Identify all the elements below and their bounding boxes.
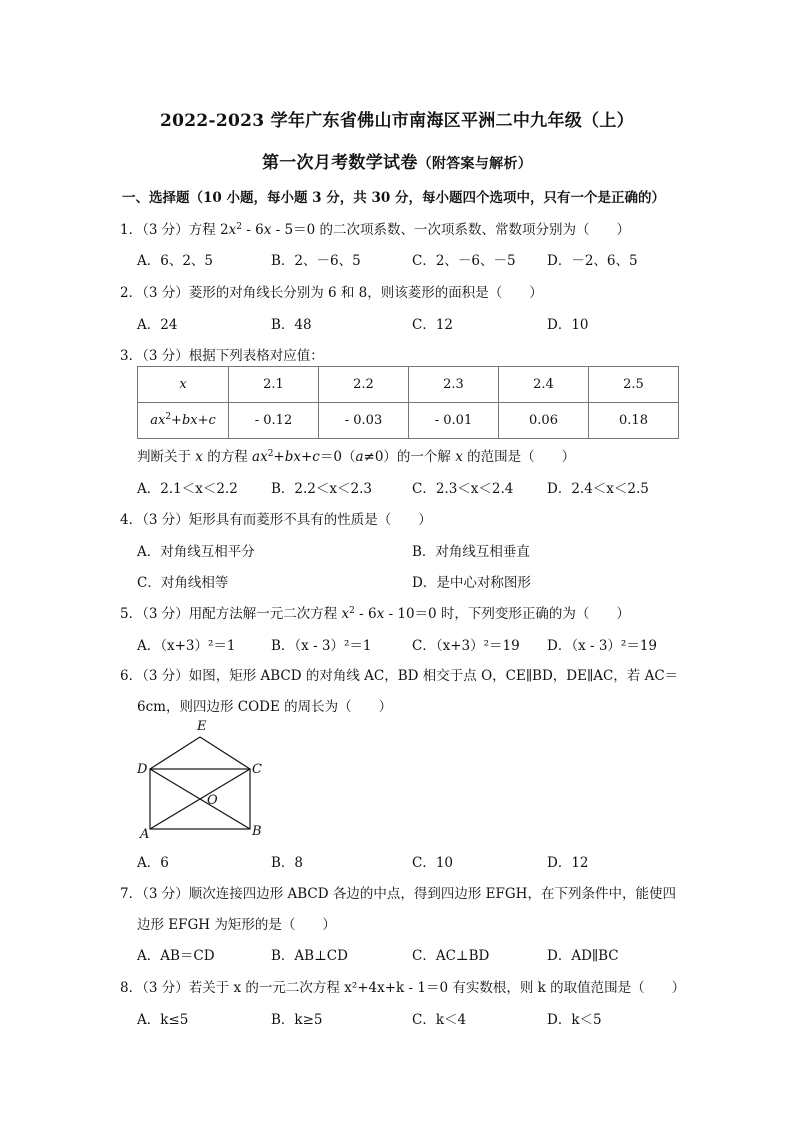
- table-cell: 0.06: [499, 403, 589, 439]
- table-cell: - 0.12: [229, 403, 319, 439]
- exam-title-line1: 2022-2023 学年广东省佛山市南海区平洲二中九年级（上）: [160, 111, 634, 131]
- table-head-expression: $ax^2+bx+c$: [138, 403, 229, 439]
- exam-title-main: 第一次月考数学试卷: [261, 153, 418, 173]
- q1-option-d[interactable]: D．－2、6、5: [547, 253, 638, 269]
- table-cell: 2.4: [499, 367, 589, 403]
- question-1-stem: [120, 218, 630, 238]
- question-4-stem: 4．（3 分）矩形具有而菱形不具有的性质是（ ）: [120, 512, 432, 528]
- table-cell: 2.5: [589, 367, 679, 403]
- q2-option-b[interactable]: B．48: [271, 317, 312, 333]
- question-6-line1: 6．（3 分）如图，矩形 ABCD 的对角线 AC，BD 相交于点 O，CE∥BD，DE∥AC，若 AC＝: [120, 668, 679, 684]
- section-heading: 一、选择题（10 小题，每小题 3 分，共 30 分，每小题四个选项中，只有一个是正确的）: [122, 190, 665, 206]
- q4-option-a[interactable]: A．对角线互相平分: [137, 544, 255, 560]
- question-8-stem: 8．（3 分）若关于 x 的一元二次方程 x²+4x+k - 1＝0 有实数根，则 k 的取值范围是（ ）: [120, 980, 686, 996]
- q1-text-c: - 5＝0 的二次项系数、一次项系数、常数项分别为（ ）: [271, 222, 630, 238]
- q5-option-b[interactable]: B．（x - 3）²＝1: [271, 638, 372, 654]
- table-row-value: [138, 403, 679, 439]
- exam-title-line2: [0, 148, 794, 173]
- q3-option-a[interactable]: A．2.1＜x＜2.2: [137, 481, 238, 497]
- exam-title-sub: （附答案与解析）: [417, 156, 533, 172]
- q6-option-b[interactable]: B．8: [271, 855, 304, 871]
- label-a: A: [140, 827, 150, 840]
- q1-option-b[interactable]: B．2、－6、5: [271, 253, 361, 269]
- table-cell: 2.3: [409, 367, 499, 403]
- segment-de: [150, 737, 200, 769]
- label-e: E: [197, 719, 207, 734]
- q3-option-c[interactable]: C．2.3＜x＜2.4: [412, 481, 514, 497]
- question-6-line2: 6cm，则四边形 CODE 的周长为（ ）: [137, 699, 393, 715]
- question-3-judge: 判断关于 x 的方程 $ax^2+bx+c=0(a\ne 0)$的一个解 x 的范围是（ ）: [137, 449, 576, 465]
- label-b: B: [252, 824, 262, 839]
- q8-option-c[interactable]: C．k＜4: [412, 1012, 467, 1028]
- q7-option-d[interactable]: D．AD∥BC: [547, 948, 619, 964]
- table-cell: - 0.03: [319, 403, 409, 439]
- q3-option-b[interactable]: B．2.2＜x＜2.3: [271, 481, 372, 497]
- question-7-line2: 边形 EFGH 为矩形的是（ ）: [137, 917, 336, 933]
- table-row-x: [138, 367, 679, 403]
- q4-option-c[interactable]: C．对角线相等: [137, 575, 229, 591]
- q8-option-b[interactable]: B．k≥5: [271, 1012, 323, 1028]
- table-cell: 0.18: [589, 403, 679, 439]
- q5-option-c[interactable]: C．（x+3）²＝19: [412, 638, 520, 654]
- q2-option-d[interactable]: D．10: [547, 317, 589, 333]
- q1-option-a[interactable]: A．6、2、5: [137, 253, 214, 269]
- q6-option-c[interactable]: C．10: [412, 855, 454, 871]
- q5-option-a[interactable]: A．（x+3）²＝1: [137, 638, 236, 654]
- table-cell: 2.2: [319, 367, 409, 403]
- q2-option-a[interactable]: A．24: [137, 317, 178, 333]
- table-cell: - 0.01: [409, 403, 499, 439]
- question-7-line1: 7．（3 分）顺次连接四边形 ABCD 各边的中点，得到四边形 EFGH，在下列条件中，能使四: [120, 886, 676, 902]
- table-cell: 2.1: [229, 367, 319, 403]
- q7-option-c[interactable]: C．AC⊥BD: [412, 948, 490, 964]
- q1-var-x: x: [228, 222, 237, 238]
- q8-option-a[interactable]: A．k≤5: [137, 1012, 189, 1028]
- question-5-stem: 5．（3 分）用配方法解一元二次方程 $x^2 - 6x - 10=0$ 时，下列变形正确的为（ ）: [120, 606, 630, 622]
- q1-text-b: - 6: [241, 222, 264, 238]
- label-o: O: [207, 793, 218, 808]
- q5-option-d[interactable]: D．（x - 3）²＝19: [547, 638, 658, 654]
- label-c: C: [252, 762, 262, 777]
- q1-text-a: 方程 2: [188, 222, 229, 238]
- q1-option-c[interactable]: C．2、－6、－5: [412, 253, 516, 269]
- segment-ce: [200, 737, 250, 769]
- q7-option-b[interactable]: B．AB⊥CD: [271, 948, 348, 964]
- q4-option-d[interactable]: D．是中心对称图形: [412, 575, 531, 591]
- rectangle-figure: [133, 712, 273, 840]
- label-d: D: [137, 762, 148, 777]
- q3-value-table: [137, 366, 679, 439]
- q4-option-b[interactable]: B．对角线互相垂直: [412, 544, 530, 560]
- q1-exp: 2: [236, 222, 242, 232]
- question-3-stem: 3．（3 分）根据下列表格对应值：: [120, 348, 324, 364]
- q1-var-x2: x: [263, 222, 272, 238]
- table-head-x: x: [138, 367, 229, 403]
- q2-option-c[interactable]: C．12: [412, 317, 454, 333]
- q7-option-a[interactable]: A．AB＝CD: [137, 948, 215, 964]
- q3-option-d[interactable]: D．2.4＜x＜2.5: [547, 481, 649, 497]
- question-2-stem: 2．（3 分）菱形的对角线长分别为 6 和 8，则该菱形的面积是（ ）: [120, 285, 543, 301]
- q8-option-d[interactable]: D．k＜5: [547, 1012, 602, 1028]
- q6-option-a[interactable]: A．6: [137, 855, 169, 871]
- question-1-number: 1．（3 分）: [120, 222, 189, 238]
- q6-option-d[interactable]: D．12: [547, 855, 589, 871]
